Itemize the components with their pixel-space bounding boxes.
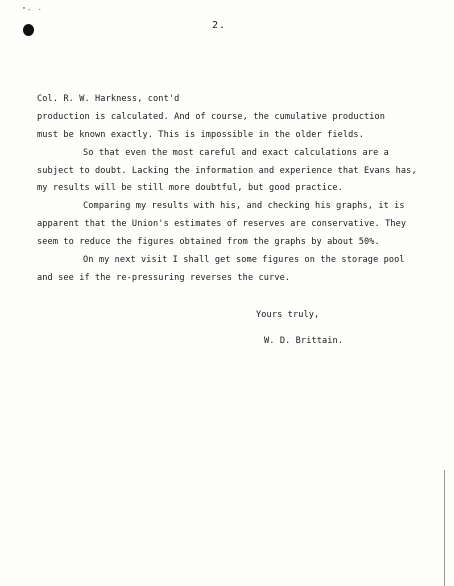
body-line: my results will be still more doubtful, but good practice. <box>37 183 343 193</box>
body-line: So that even the most careful and exact calculations are a <box>83 148 389 158</box>
scan-edge-line <box>444 470 445 586</box>
closing-line: Yours truly, <box>256 310 320 320</box>
body-line: and see if the re-pressuring reverses the curve. <box>37 273 291 283</box>
body-line: On my next visit I shall get some figures on the storage pool <box>83 255 405 265</box>
page-number: 2. <box>212 20 227 31</box>
body-line: production is calculated. And of course, the cumulative production <box>37 112 386 122</box>
body-line: seem to reduce the figures obtained from the graphs by about 50%. <box>37 237 380 247</box>
body-line: subject to doubt. Lacking the information and experience that Evans has, <box>37 166 417 176</box>
signature-line: W. D. Brittain. <box>264 336 344 346</box>
corner-mark: "- · <box>22 6 43 14</box>
body-line: must be known exactly. This is impossible in the older fields. <box>37 130 364 140</box>
punch-hole <box>23 24 34 36</box>
salutation-line: Col. R. W. Harkness, cont'd <box>37 94 180 104</box>
body-line: Comparing my results with his, and checking his graphs, it is <box>83 201 405 211</box>
body-line: apparent that the Union's estimates of reserves are conservative. They <box>37 219 407 229</box>
